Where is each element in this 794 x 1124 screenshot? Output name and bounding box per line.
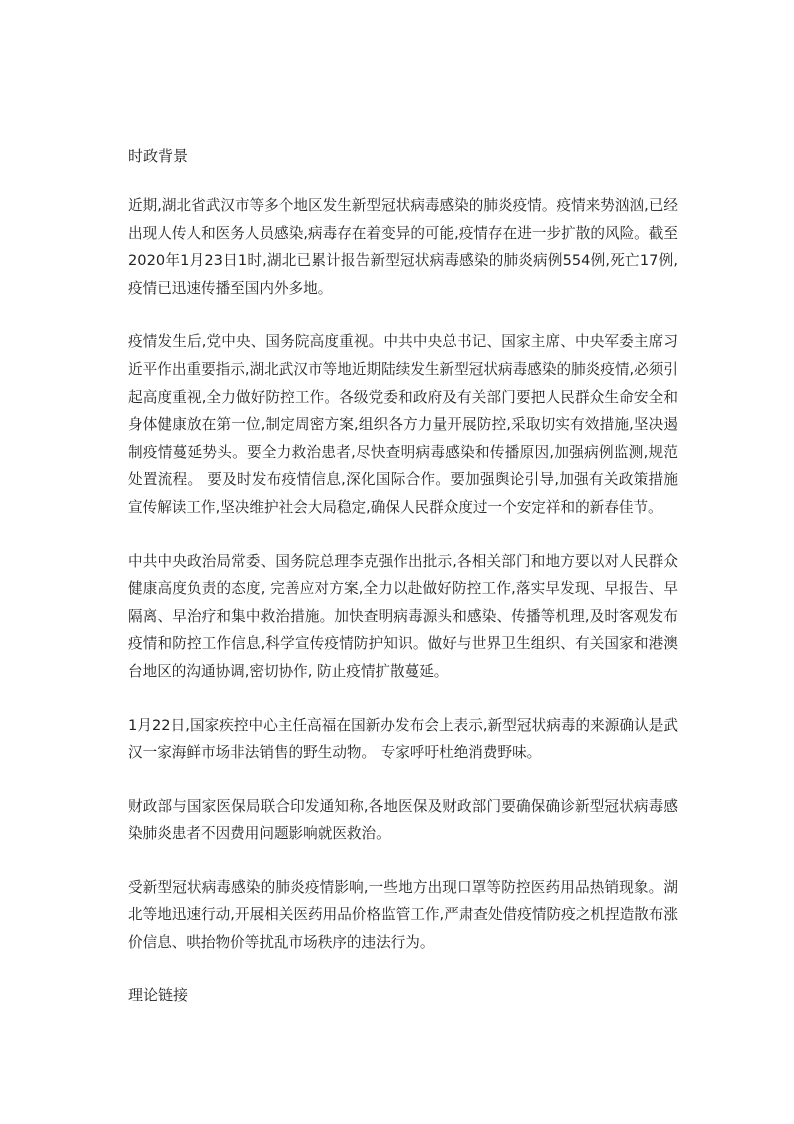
- section-title: 时政背景: [128, 147, 189, 165]
- document-page: [128, 144, 678, 1007]
- paragraph-central-response: 疫情发生后,党中央、国务院高度重视。中共中央总书记、国家主席、中央军委主席习近平作出重要指示,湖北武汉市等地近期陆续发生新型冠状病毒感染的肺炎疫情,必须引起高度重视,全力做好防控工作。各级党委和政府及有关部门要把人民群众生命安全和身体健康放在第一位,制定周密方案,组织各方力量开展防控,采取切实有效措施,坚决遏制疫情蔓延势头。要全力救治患者,尽快查明病毒感染和传播原因,加强病例监测,规范处置流程。 要及时发布疫情信息,深化国际合作。要加强舆论引导,加强有关政策措施宣传解读工作,坚决维护社会大局稳定,确保人民群众度过一个安定祥和的新春佳节。: [128, 333, 678, 516]
- closing-title: 理论链接: [128, 985, 189, 1004]
- paragraph-price-supervision: 受新型冠状病毒感染的肺炎疫情影响,一些地方出现口罩等防控医药用品热销现象。湖北等地迅速行动,开展相关医药用品价格监管工作,严肃查处借疫情防疫之机捏造散布涨价信息、哄抬物价等扰乱市场秩序的违法行为。: [128, 878, 678, 952]
- paragraph-virus-source: 1月22日,国家疾控中心主任高福在国新办发布会上表示,新型冠状病毒的来源确认是武汉一家海鲜市场非法销售的野生动物。 专家呼吁杜绝消费野味。: [128, 716, 678, 762]
- paragraph-medical-insurance: 财政部与国家医保局联合印发通知称,各地医保及财政部门要确保确诊新型冠状病毒感染肺炎患者不因费用问题影响就医救治。: [128, 797, 678, 843]
- paragraph-epidemic-overview: 近期,湖北省武汉市等多个地区发生新型冠状病毒感染的肺炎疫情。疫情来势汹汹,已经出现人传人和医务人员感染,病毒存在着变异的可能,疫情存在进一步扩散的风险。截至2020年1月23日1时,湖北已累计报告新型冠状病毒感染的肺炎病例554例,死亡17例,疫情已迅速传播至国内外多地。: [128, 197, 678, 297]
- paragraph-premier-instructions: 中共中央政治局常委、国务院总理李克强作出批示,各相关部门和地方要以对人民群众健康高度负责的态度, 完善应对方案,全力以赴做好防控工作,落实早发现、早报告、早隔离、早治疗和集中救治措施。加快查明病毒源头和感染、传播等机理,及时客观发布疫情和防控工作信息,科学宣传疫情防护知识。做好与世界卫生组织、有关国家和港澳台地区的沟通协调,密切协作, 防止疫情扩散蔓延。: [128, 552, 678, 680]
